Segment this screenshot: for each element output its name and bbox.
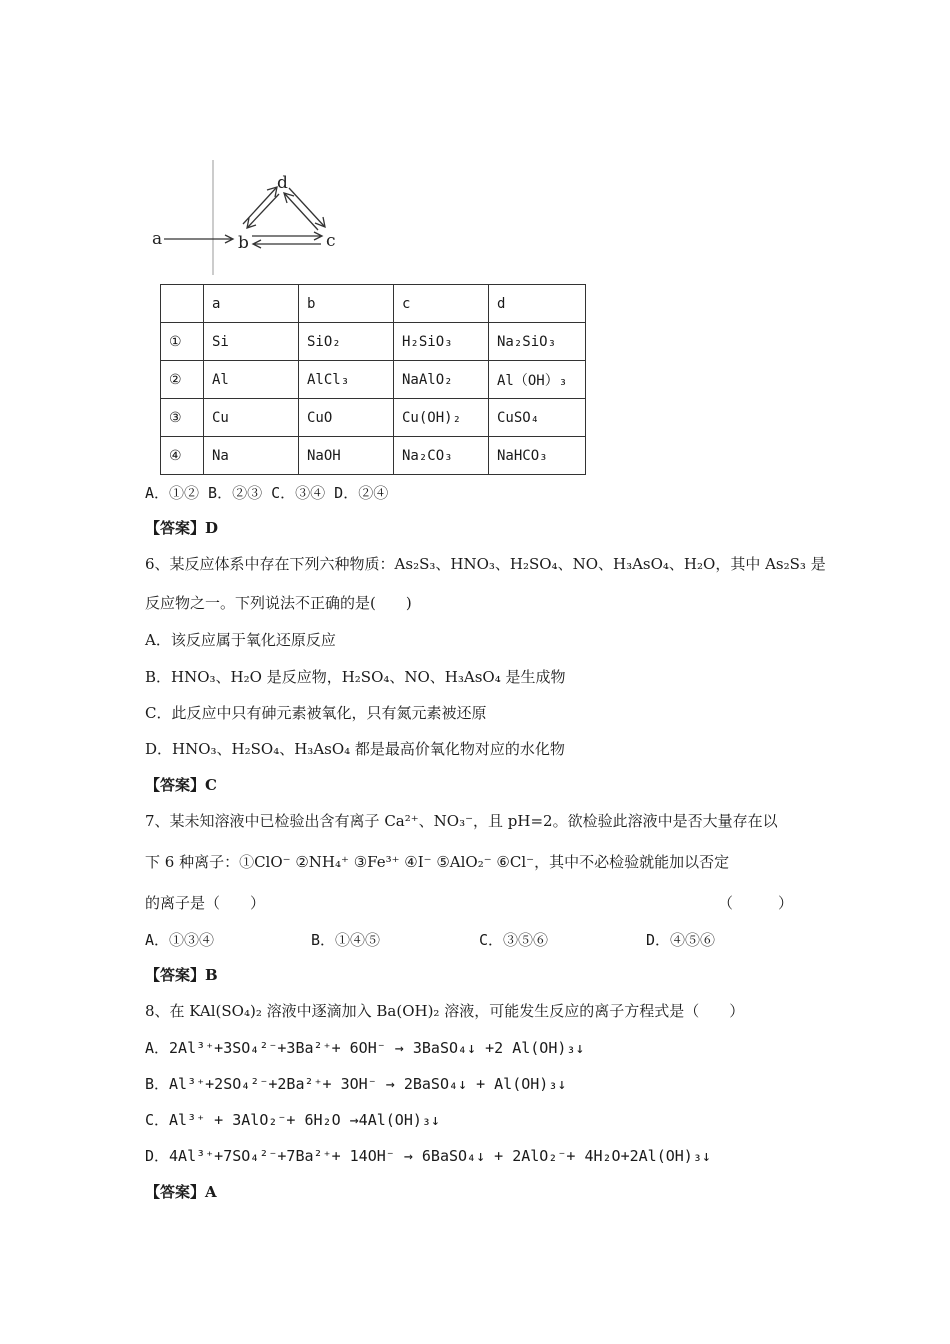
q7-option-a: A．①③④ bbox=[145, 931, 215, 949]
table-cell: SiO₂ bbox=[299, 323, 394, 361]
arrow-d-to-c bbox=[289, 188, 325, 227]
arrow-a-to-b bbox=[164, 235, 233, 243]
q7-stem-line1: 7、某未知溶液中已检验出含有离子 Ca²⁺、NO₃⁻，且 pH=2。欲检验此溶液中是否大量存在以 bbox=[145, 812, 778, 830]
q8-answer: 【答案】A bbox=[145, 1183, 217, 1201]
table-cell: Al bbox=[204, 361, 299, 399]
q8-option-a: A．2Al³⁺+3SO₄²⁻+3Ba²⁺+ 6OH⁻ → 3BaSO₄↓ +2 Al(OH)₃↓ bbox=[145, 1039, 585, 1057]
arrow-b-to-c bbox=[252, 232, 322, 240]
q5-options: A．①② B．②③ C．③④ D．②④ bbox=[145, 484, 389, 502]
q6-option-b: B．HNO₃、H₂O 是反应物，H₂SO₄、NO、H₃AsO₄ 是生成物 bbox=[145, 668, 566, 686]
node-d-label: d bbox=[277, 173, 288, 193]
q7-stem-line3: 的离子是（ ） bbox=[145, 894, 266, 912]
q6-stem-line2: 反应物之一。下列说法不正确的是( ) bbox=[145, 594, 412, 612]
q6-stem-line1: 6、某反应体系中存在下列六种物质：As₂S₃、HNO₃、H₂SO₄、NO、H₃AsO₄、H₂O，其中 As₂S₃ 是 bbox=[145, 555, 826, 573]
table-row bbox=[161, 361, 586, 399]
table-header-cell: c bbox=[394, 285, 489, 323]
node-a-label: a bbox=[152, 229, 163, 249]
arrow-d-to-b bbox=[247, 194, 279, 228]
q6-option-d: D．HNO₃、H₂SO₄、H₃AsO₄ 都是最高价氧化物对应的水化物 bbox=[145, 740, 565, 758]
table-cell: Na bbox=[204, 437, 299, 475]
table-row bbox=[161, 399, 586, 437]
table-header-cell: b bbox=[299, 285, 394, 323]
table-cell: CuSO₄ bbox=[489, 399, 586, 437]
q7-stem-paren: （ ） bbox=[718, 894, 794, 912]
q8-option-b: B．Al³⁺+2SO₄²⁻+2Ba²⁺+ 3OH⁻ → 2BaSO₄↓ + Al(OH)₃↓ bbox=[145, 1075, 567, 1093]
table-cell: ② bbox=[161, 361, 204, 399]
q7-answer: 【答案】B bbox=[145, 966, 218, 984]
q7-option-d: D．④⑤⑥ bbox=[646, 931, 716, 949]
q6-option-c: C．此反应中只有砷元素被氧化，只有氮元素被还原 bbox=[145, 704, 487, 722]
table-cell: Na₂SiO₃ bbox=[489, 323, 586, 361]
node-b-label: b bbox=[238, 233, 249, 253]
q8-option-d: D．4Al³⁺+7SO₄²⁻+7Ba²⁺+ 14OH⁻ → 6BaSO₄↓ + 2AlO₂⁻+ 4H₂O+2Al(OH)₃↓ bbox=[145, 1147, 711, 1165]
table-cell: Cu bbox=[204, 399, 299, 437]
arrow-b-to-d bbox=[243, 187, 277, 224]
table-cell: NaHCO₃ bbox=[489, 437, 586, 475]
node-c-label: c bbox=[326, 231, 336, 251]
q7-option-c: C．③⑤⑥ bbox=[479, 931, 549, 949]
table-cell: ③ bbox=[161, 399, 204, 437]
table-cell: NaAlO₂ bbox=[394, 361, 489, 399]
table-header-cell bbox=[161, 285, 204, 323]
q8-stem: 8、在 KAl(SO₄)₂ 溶液中逐滴加入 Ba(OH)₂ 溶液，可能发生反应的离子方程式是（ ） bbox=[145, 1002, 745, 1020]
q5-answer: 【答案】D bbox=[145, 519, 219, 537]
table-header-cell: d bbox=[489, 285, 586, 323]
table-cell: AlCl₃ bbox=[299, 361, 394, 399]
table-cell: ④ bbox=[161, 437, 204, 475]
q7-option-b: B．①④⑤ bbox=[311, 931, 381, 949]
transformation-diagram-svg bbox=[148, 160, 348, 275]
arrow-c-to-b bbox=[253, 240, 321, 248]
q6-option-a: A．该反应属于氧化还原反应 bbox=[145, 631, 336, 649]
table-cell: CuO bbox=[299, 399, 394, 437]
table-cell: ① bbox=[161, 323, 204, 361]
table-cell: NaOH bbox=[299, 437, 394, 475]
table-cell: Cu(OH)₂ bbox=[394, 399, 489, 437]
table-header-cell: a bbox=[204, 285, 299, 323]
table-cell: Al（OH）₃ bbox=[489, 361, 586, 399]
arrow-c-to-d bbox=[284, 193, 318, 230]
q6-answer: 【答案】C bbox=[145, 776, 217, 794]
table-cell: H₂SiO₃ bbox=[394, 323, 489, 361]
table-cell: Si bbox=[204, 323, 299, 361]
table-cell: Na₂CO₃ bbox=[394, 437, 489, 475]
table-row bbox=[161, 323, 586, 361]
q7-stem-line2: 下 6 种离子：①ClO⁻ ②NH₄⁺ ③Fe³⁺ ④I⁻ ⑤AlO₂⁻ ⑥Cl⁻，其中不必检验就能加以否定 bbox=[145, 853, 730, 871]
substance-table bbox=[160, 284, 586, 475]
table-row bbox=[161, 437, 586, 475]
q8-option-c: C．Al³⁺ + 3AlO₂⁻+ 6H₂O →4Al(OH)₃↓ bbox=[145, 1111, 440, 1129]
transformation-diagram bbox=[148, 160, 348, 275]
table-header-row bbox=[161, 285, 586, 323]
